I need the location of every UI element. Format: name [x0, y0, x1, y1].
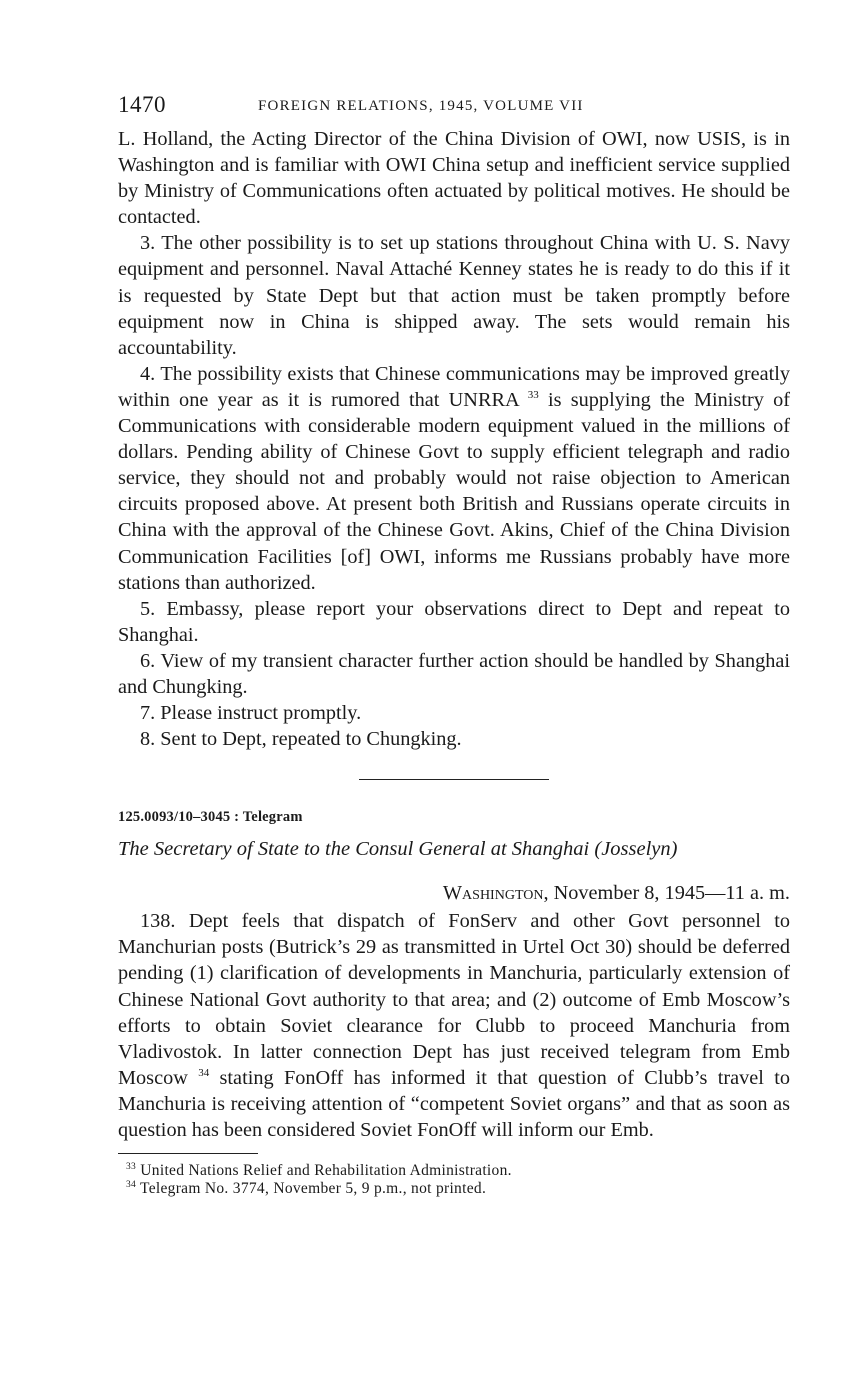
- continuation-paragraph: L. Holland, the Acting Director of the China Division of OWI, now USIS, is in Washington and is familiar with OWI China setup and inefficient service supplied by Ministry of Communications often actuated by political motives. He should be contacted.: [118, 128, 790, 229]
- page-content: [118, 92, 790, 1198]
- running-head: FOREIGN RELATIONS, 1945, VOLUME VII: [258, 98, 584, 114]
- page-number: 1470: [118, 92, 166, 117]
- document-title: The Secretary of State to the Consul General at Shanghai (Josselyn): [118, 838, 678, 861]
- paragraph-8: 8. Sent to Dept, repeated to Chungking.: [140, 728, 462, 751]
- paragraph-6: 6. View of my transient character further action should be handled by Shanghai and Chungking.: [118, 649, 790, 698]
- footnote-ref-34: 34: [198, 1067, 210, 1080]
- footnote-ref-33: 33: [527, 389, 539, 402]
- paragraph-7: 7. Please instruct promptly.: [140, 702, 362, 725]
- paragraph-4-text-before: 4. The possibility exists that Chinese communications may be improved greatly within one year as it is rumored that UNRRA: [118, 362, 790, 411]
- footnote-33: [126, 1162, 790, 1180]
- footnote-mark: 33: [126, 1161, 137, 1172]
- footnote-34: [126, 1180, 790, 1198]
- page-header: [118, 92, 790, 126]
- footnote-text: Telegram No. 3774, November 5, 9 p.m., not printed.: [140, 1180, 487, 1198]
- file-reference: 125.0093/10–3045 : Telegram: [118, 809, 303, 826]
- dateline: [118, 880, 790, 906]
- footnote-divider: [118, 1153, 258, 1154]
- footnote-mark: 34: [126, 1179, 137, 1190]
- footnote-text: United Nations Relief and Rehabilitation Administration.: [140, 1162, 512, 1180]
- section-divider: [359, 779, 549, 780]
- dateline-date: November 8, 1945—11 a. m.: [553, 882, 790, 905]
- telegram-body-before: 138. Dept feels that dispatch of FonServ and other Govt personnel to Manchurian posts (Butrick’s 29 as transmitted in Urtel Oct 30) should be deferred pending (1) clarification of developments in Manchuria, particularly extension of Chinese National Govt authority to that area; and (2) outcome of Emb Moscow’s efforts to obtain Soviet clearance for Clubb to proceed Manchuria from Vladivostok. In latter connection Dept has just received telegram from Emb Moscow: [118, 910, 790, 1089]
- paragraph-4-text-after: is supplying the Ministry of Communications with considerable modern equipment valued in the millions of dollars. Pending ability of Chinese Govt to supply efficient telegraph and radio service, they should not and probably would not raise objection to American circuits proposed above. At present both British and Russians operate circuits in China with the approval of the Chinese Govt. Akins, Chief of the China Division Communication Facilities [of] OWI, informs me Russians probably have more stations than authorized.: [118, 388, 790, 594]
- paragraph-5: 5. Embassy, please report your observations direct to Dept and repeat to Shanghai.: [118, 597, 790, 646]
- footnotes: [118, 1162, 790, 1198]
- paragraph-3: 3. The other possibility is to set up stations throughout China with U. S. Navy equipment and personnel. Naval Attaché Kenney states he is ready to do this if it is requested by State Dept but that action must be taken promptly before equipment now in China is shipped away. The sets would remain his accountability.: [118, 232, 790, 359]
- telegram-body-after: stating FonOff has informed it that question of Clubb’s travel to Manchuria is receiving attention of “competent Soviet organs” and that as soon as question has been considered Soviet FonOff will inform our Emb.: [118, 1066, 791, 1141]
- paragraph-4: [118, 361, 790, 596]
- dateline-place: Washington,: [442, 882, 549, 905]
- telegram-body: [118, 908, 790, 1143]
